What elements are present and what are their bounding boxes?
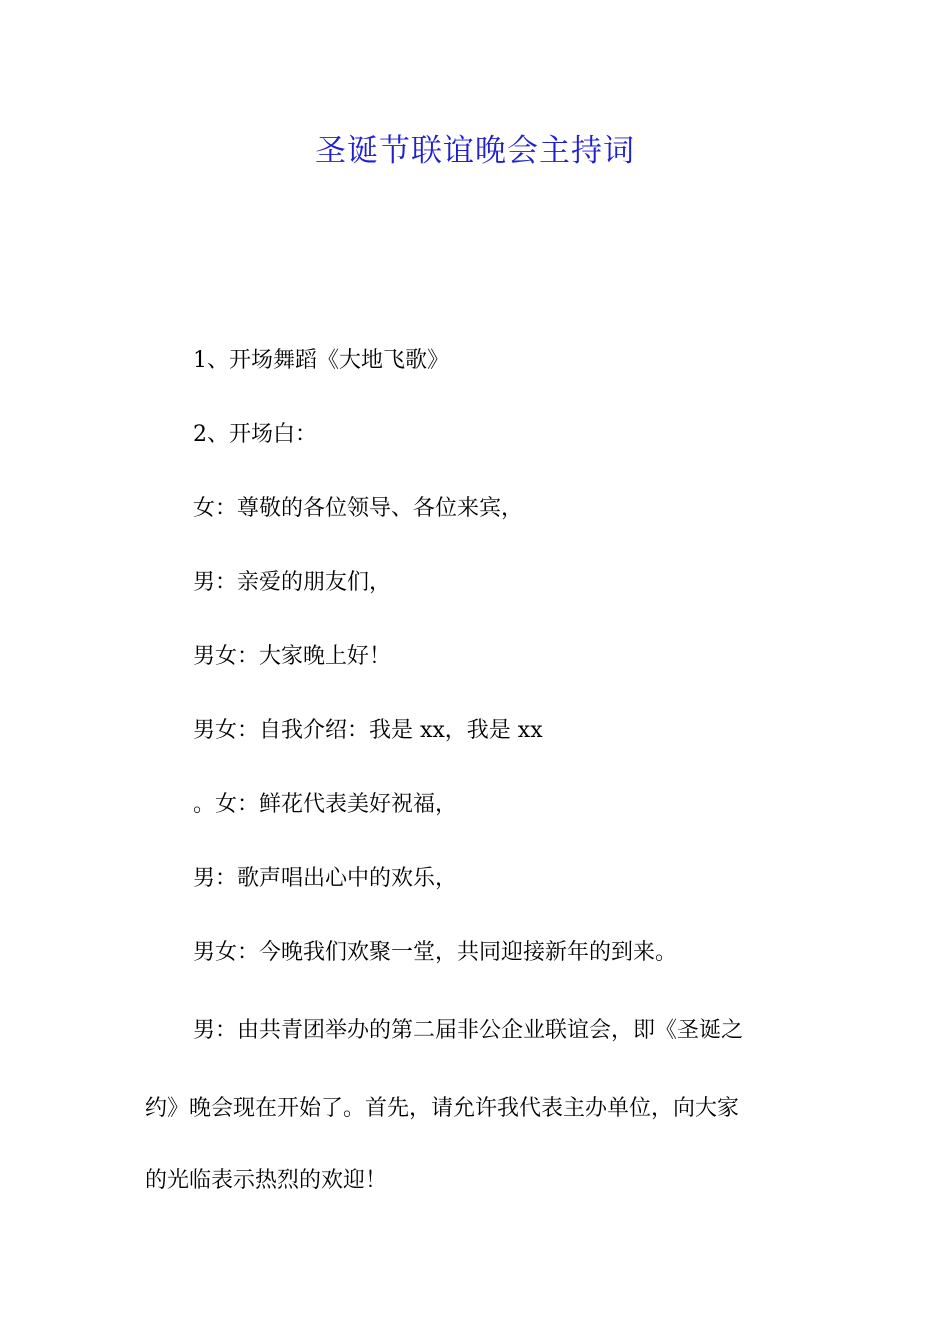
document-title: 圣诞节联谊晚会主持词 xyxy=(315,133,635,169)
paragraph-line-1: 男：由共青团举办的第二届非公企业联谊会，即《圣诞之 xyxy=(193,1018,744,1043)
script-line-both-greeting: 男女：大家晚上好！ xyxy=(193,644,392,669)
script-line-female-greeting: 女：尊敬的各位领导、各位来宾， xyxy=(193,496,524,521)
paragraph-line-2: 约》晚会现在开始了。首先，请允许我代表主办单位，向大家 xyxy=(145,1096,740,1121)
program-item-1: 1、开场舞蹈《大地飞歌》 xyxy=(193,348,449,373)
script-line-male-songs: 男：歌声唱出心中的欢乐， xyxy=(193,866,458,891)
script-line-introduction: 男女：自我介绍：我是 xx，我是 xx xyxy=(193,718,543,743)
script-line-female-flowers: 。女：鲜花代表美好祝福， xyxy=(193,792,458,817)
script-line-both-gathering: 男女：今晚我们欢聚一堂，共同迎接新年的到来。 xyxy=(193,940,678,965)
script-line-male-greeting: 男：亲爱的朋友们， xyxy=(193,570,392,595)
program-item-2: 2、开场白： xyxy=(193,422,317,447)
paragraph-line-3: 的光临表示热烈的欢迎！ xyxy=(145,1168,388,1193)
